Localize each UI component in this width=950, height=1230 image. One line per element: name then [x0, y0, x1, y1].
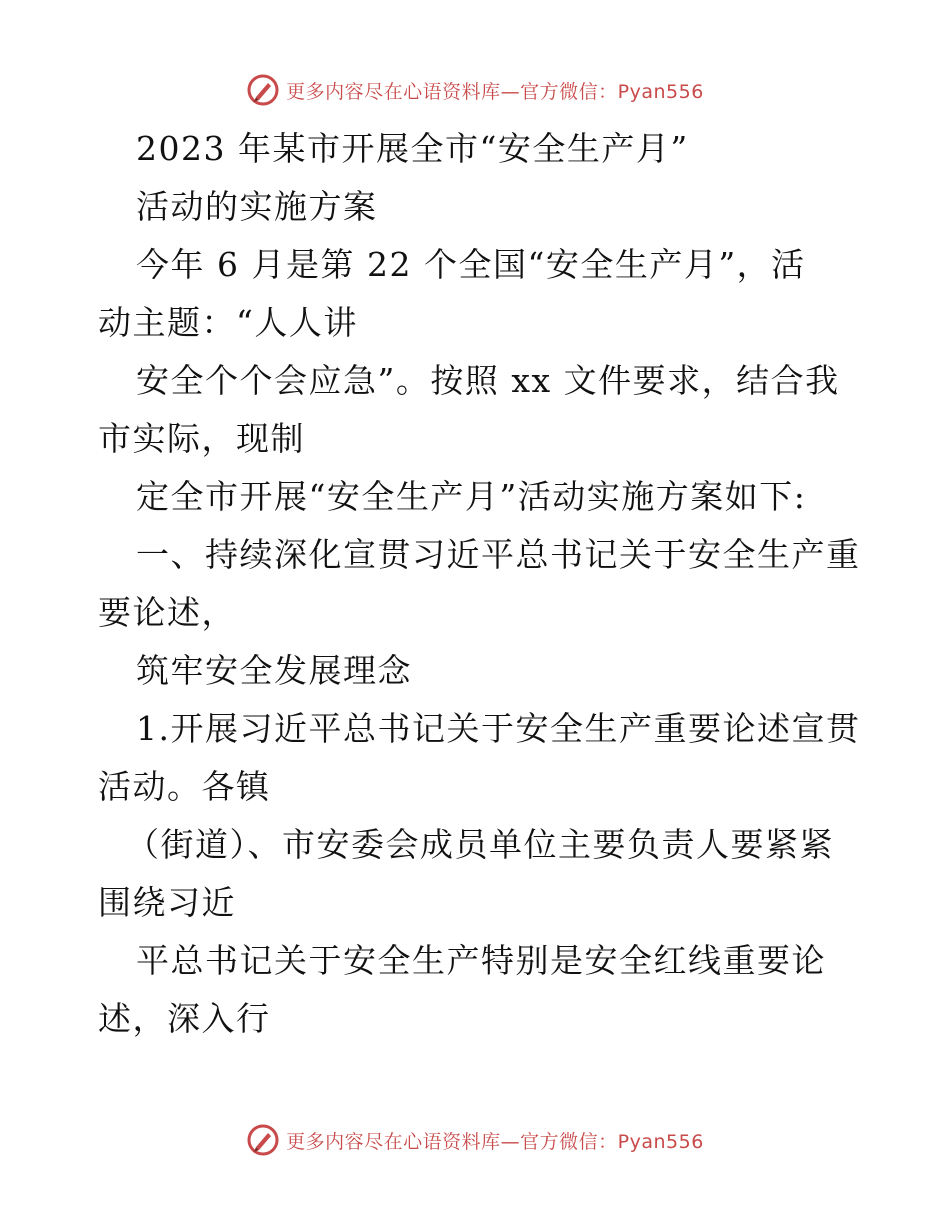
- paragraph-line: 1.开展习近平总书记关于安全生产重要论述宣贯: [136, 709, 861, 748]
- paragraph-line: 市实际，现制: [98, 419, 305, 458]
- footer-watermark: [0, 1120, 950, 1160]
- paragraph-line: 活动。各镇: [98, 767, 271, 806]
- footer-watermark-text: 更多内容尽在心语资料库—官方微信：Pyan556: [286, 1130, 704, 1153]
- paragraph-line: （街道）、市安委会成员单位主要负责人要紧紧: [126, 825, 834, 864]
- header-watermark: [0, 70, 950, 110]
- paragraph-line: 安全个个会应急”。按照 xx 文件要求，结合我: [136, 361, 840, 400]
- paragraph-line: 动主题：“人人讲: [98, 303, 358, 342]
- pen-logo-icon: [246, 1123, 280, 1157]
- section-heading-line: 筑牢安全发展理念: [136, 651, 412, 690]
- paragraph-line: 今年 6 月是第 22 个全国“安全生产月”，活: [136, 245, 806, 284]
- header-watermark-text: 更多内容尽在心语资料库—官方微信：Pyan556: [286, 80, 704, 103]
- document-body: [98, 120, 861, 1048]
- title-line-1: 2023 年某市开展全市“安全生产月”: [136, 129, 689, 168]
- title-line-2: 活动的实施方案: [136, 187, 378, 226]
- paragraph-line: 述，深入行: [98, 999, 271, 1038]
- pen-logo-icon: [246, 73, 280, 107]
- paragraph-line: 定全市开展“安全生产月”活动实施方案如下:: [136, 477, 807, 516]
- paragraph-line: 平总书记关于安全生产特别是安全红线重要论: [136, 941, 826, 980]
- section-heading-line: 一、持续深化宣贯习近平总书记关于安全生产重: [136, 535, 861, 574]
- paragraph-line: 围绕习近: [98, 883, 236, 922]
- section-heading-line: 要论述，: [98, 593, 236, 632]
